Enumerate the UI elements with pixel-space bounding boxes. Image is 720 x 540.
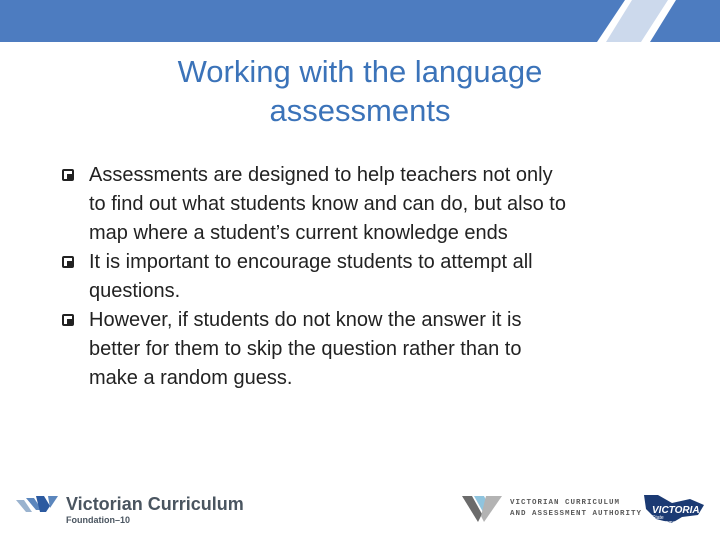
- victoria-state-government-logo: [642, 493, 706, 527]
- checkbox-bullet-icon: [62, 256, 74, 268]
- vcaa-line-1: VICTORIAN CURRICULUM: [510, 499, 621, 507]
- vcaa-logo: [462, 494, 642, 524]
- bullet-list: [60, 161, 680, 393]
- bullet-item: [60, 161, 680, 248]
- vc-chevron-icon: [16, 494, 60, 516]
- vcaa-line-2: AND ASSESSMENT AUTHORITY: [510, 510, 643, 518]
- bullet-item: [60, 248, 680, 306]
- bullet-line: However, if students do not know the answer it is: [89, 309, 522, 331]
- slide-title-line-1: Working with the language: [177, 54, 543, 89]
- bullet-line: Assessments are designed to help teachers not only: [89, 164, 553, 186]
- bullet-line: questions.: [89, 280, 181, 302]
- slide-title: [60, 52, 660, 130]
- bullet-line: to find out what students know and can do, but also to: [89, 193, 566, 215]
- vc-logo-sub: Foundation–10: [66, 515, 131, 525]
- vcaa-v-icon: [462, 494, 502, 524]
- vic-logo-name: VICTORIA: [652, 505, 700, 516]
- vic-logo-sub-2: Government: [652, 520, 680, 526]
- top-banner: [0, 0, 720, 42]
- bullet-line: better for them to skip the question rather than to: [89, 338, 522, 360]
- bullet-line: map where a student’s current knowledge ends: [89, 222, 508, 244]
- victorian-curriculum-logo: [16, 494, 244, 525]
- vc-logo-name: Victorian Curriculum: [66, 494, 244, 514]
- bullet-line: make a random guess.: [89, 367, 293, 389]
- bullet-line: It is important to encourage students to attempt all: [89, 251, 533, 273]
- slide-title-line-2: assessments: [269, 93, 451, 128]
- checkbox-bullet-icon: [62, 169, 74, 181]
- vic-logo-sub-1: State: [652, 515, 664, 521]
- bullet-item: [60, 306, 680, 393]
- checkbox-bullet-icon: [62, 314, 74, 326]
